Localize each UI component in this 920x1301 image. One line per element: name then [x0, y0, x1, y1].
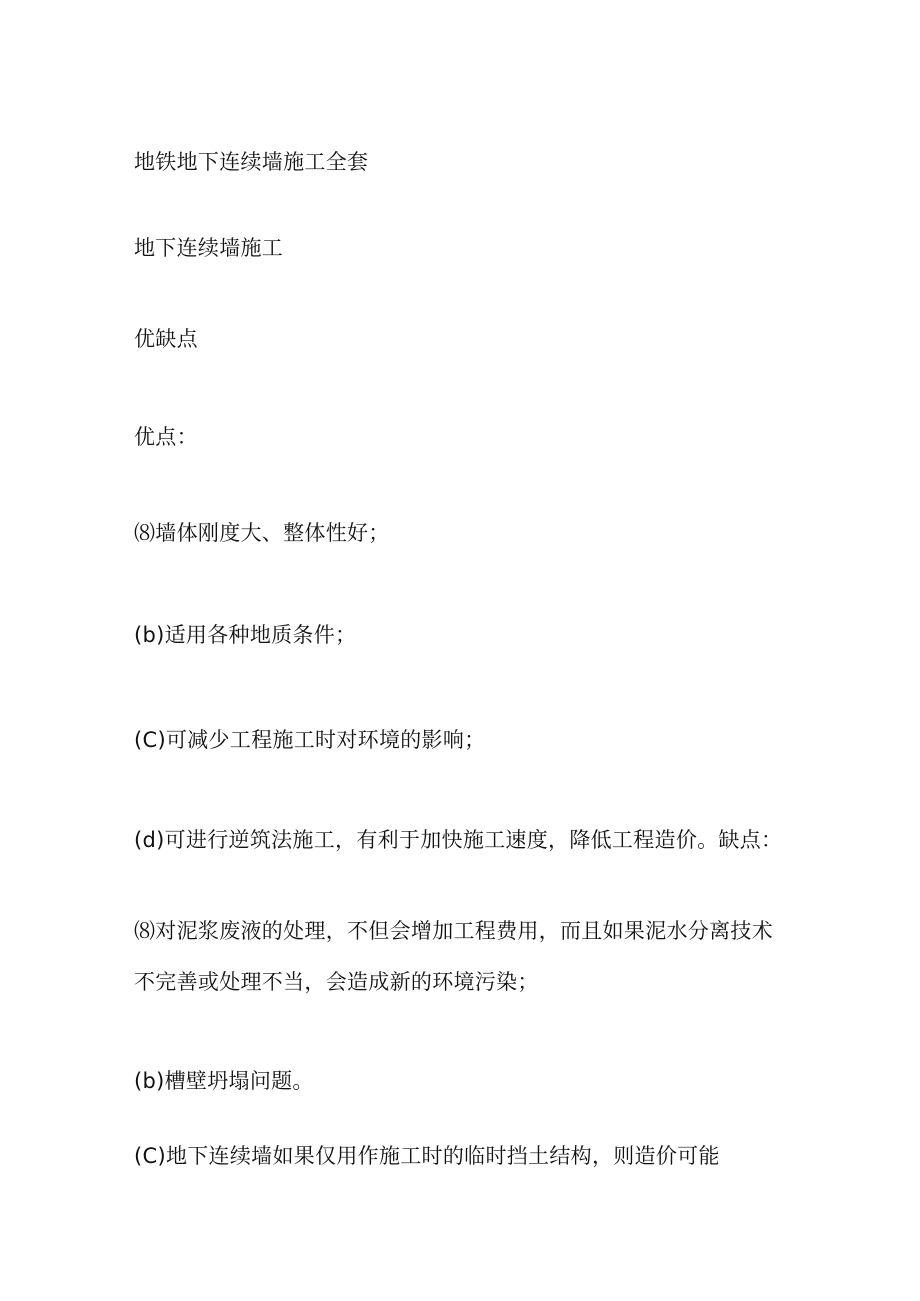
section-heading: 地下连续墙施工	[134, 236, 284, 260]
disadvantage-item-line: (C)地下连续墙如果仅用作施工时的临时挡土结构，则造价可能	[134, 1144, 720, 1168]
advantage-item: (d)可进行逆筑法施工，有利于加快施工速度，降低工程造价。缺点：	[134, 828, 783, 852]
advantages-label: 优点：	[134, 425, 198, 449]
advantage-item: (b)适用各种地质条件；	[134, 623, 357, 647]
subheading: 优缺点	[134, 327, 198, 351]
disadvantage-item-line: ⑻对泥浆废液的处理，不但会增加工程费用，而且如果泥水分离技术	[134, 919, 773, 943]
disadvantage-item-line: (b)槽壁坍塌问题。	[134, 1069, 314, 1093]
advantage-item: ⑻墙体刚度大、整体性好；	[134, 521, 390, 545]
disadvantage-item-line: 不完善或处理不当，会造成新的环境污染；	[134, 970, 539, 994]
document-title: 地铁地下连续墙施工全套	[134, 150, 369, 174]
advantage-item: (C)可减少工程施工时对环境的影响；	[134, 728, 486, 752]
